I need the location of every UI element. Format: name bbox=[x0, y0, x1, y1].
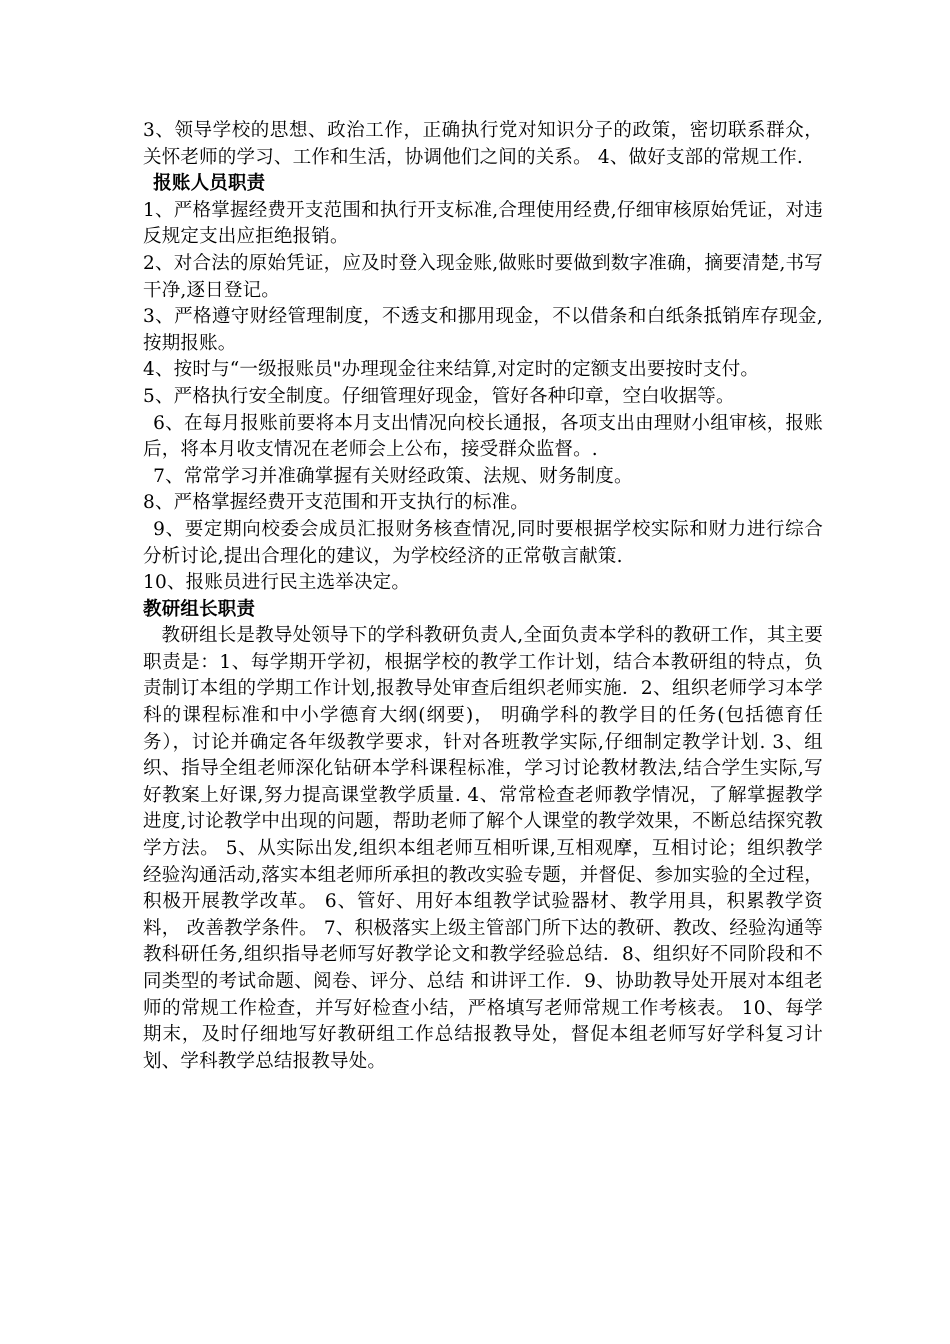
reimbursement-item-8: 8、严格掌握经费开支范围和开支执行的标准。 bbox=[143, 492, 529, 514]
reimbursement-item-4: 4、按时与“一级报账员"办理现金往来结算,对定时的定额支出要按时支付。 bbox=[143, 359, 760, 381]
reimbursement-item-10: 10、报账员进行民主选举决定。 bbox=[143, 572, 411, 594]
reimbursement-item-1: 1、严格掌握经费开支范围和执行开支标准,合理使用经费,仔细审核原始凭证，对违反规定支出应拒绝报销。 bbox=[143, 199, 823, 248]
reimbursement-item-2: 2、对合法的原始凭证，应及时登入现金账,做账时要做到数字准确，摘要清楚,书写干净,逐日登记。 bbox=[143, 252, 823, 301]
reimbursement-item-6: 6、在每月报账前要将本月支出情况向校长通报，各项支出由理财小组审核，报账后，将本月收支情况在老师会上公布，接受群众监督。. bbox=[143, 412, 823, 461]
leadership-paragraph: 3、领导学校的思想、政治工作，正确执行党对知识分子的政策，密切联系群众，关怀老师的学习、工作和生活，协调他们之间的关系。 4、做好支部的常规工作. bbox=[143, 120, 823, 168]
document-page bbox=[143, 118, 823, 1075]
reimbursement-item-7: 7、常常学习并准确掌握有关财经政策、法规、财务制度。 bbox=[153, 465, 633, 487]
reimbursement-item-5: 5、严格执行安全制度。仔细管理好现金，管好各种印章，空白收据等。 bbox=[143, 385, 735, 407]
reimbursement-item-9: 9、要定期向校委会成员汇报财务核查情况,同时要根据学校实际和财力进行综合分析讨论,提出合理化的建议，为学校经济的正常敬言献策. bbox=[143, 518, 823, 567]
research-heading: 教研组长职责 bbox=[143, 598, 256, 620]
reimbursement-item-3: 3、严格遵守财经管理制度，不透支和挪用现金，不以借条和白纸条抵销库存现金,按期报账。 bbox=[143, 306, 823, 354]
research-body: 教研组长是教导处领导下的学科教研负责人,全面负责本学科的教研工作，其主要职责是：1、每学期开学初，根据学校的教学工作计划，结合本教研组的特点，负责制订本组的学期工作计划,报教导处审查后组织老师实施．2、组织老师学习本学科的课程标准和中小学德育大纲(纲要)， 明确学科的教学目的任务(包括德育任务），讨论并确定各年级教学要求，针对各班教学实际,仔细制定教学计划. 3、组织、指导全组老师深化钻研本学科课程标准，学习讨论教材教法,结合学生实际,写好教案上好课,努力提高课堂教学质量. 4、常常检查老师教学情况，了解掌握教学进度,讨论教学中出现的问题，帮助老师了解个人课堂的教学效果，不断总结探究教学方法。 5、从实际出发,组织本组老师互相听课,互相观摩，互相讨论；组织教学经验沟通活动,落实本组老师所承担的教改实验专题，并督促、参加实验的全过程，积极开展教学改革。 6、管好、用好本组教学试验器材、教学用具，积累教学资料， 改善教学条件。 7、积极落实上级主管部门所下达的教研、教改、经验沟通等教科研任务,组织指导老师写好教学论文和教学经验总结．8、组织好不同阶段和不同类型的考试命题、阅卷、评分、总结 和讲评工作．9、协助教导处开展对本组老师的常规工作检查，并写好检查小结，严格填写老师常规工作考核表。 10、每学期末，及时仔细地写好教研组工作总结报教导处，督促本组老师写好学科复习计划、学科教学总结报教导处。 bbox=[143, 625, 823, 1072]
reimbursement-heading: 报账人员职责 bbox=[153, 173, 266, 195]
